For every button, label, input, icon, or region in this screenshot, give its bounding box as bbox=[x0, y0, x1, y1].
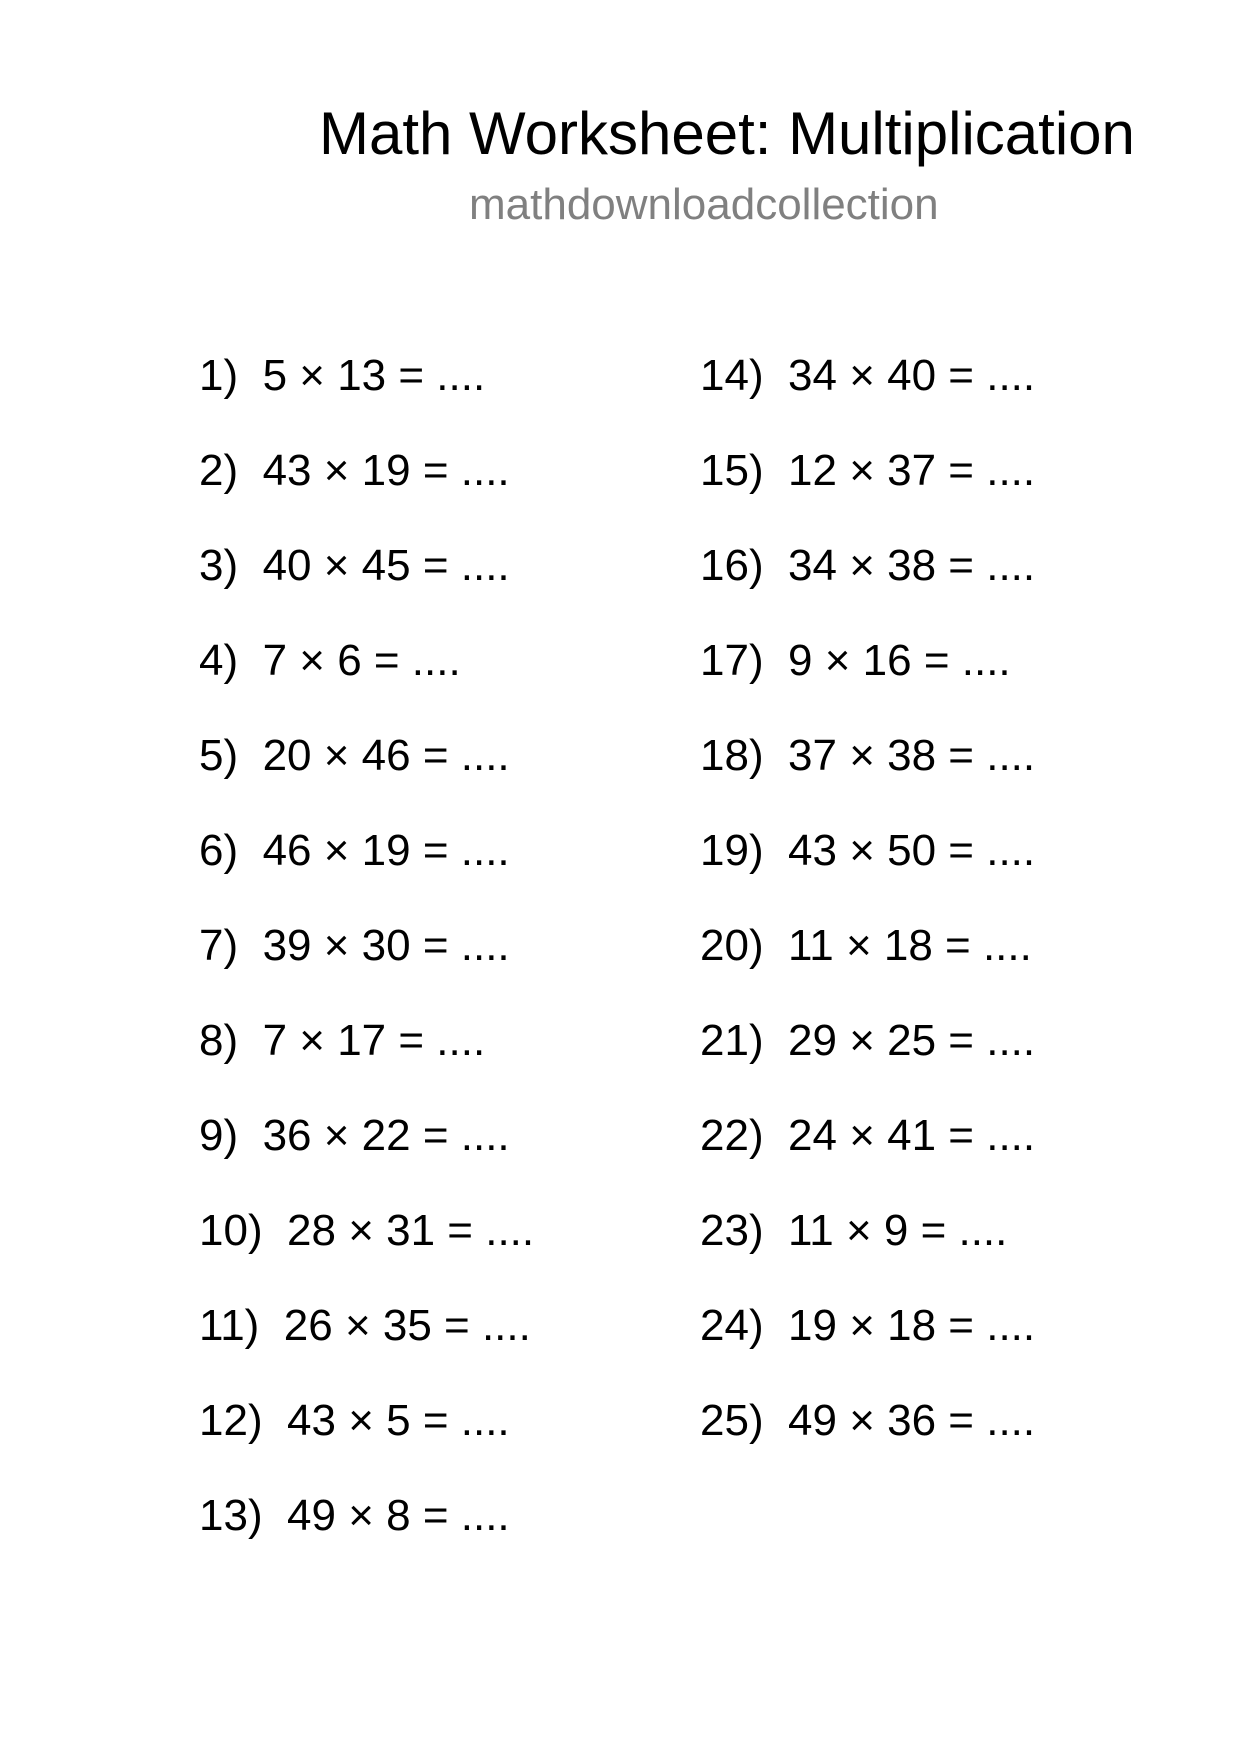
problem-expression: 39 × 30 = .... bbox=[262, 921, 510, 970]
problem-number: 18) bbox=[700, 731, 764, 780]
problem-expression: 29 × 25 = .... bbox=[788, 1016, 1036, 1065]
problem-expression: 24 × 41 = .... bbox=[788, 1111, 1036, 1160]
problem-number: 21) bbox=[700, 1016, 764, 1065]
problem-number: 6) bbox=[199, 826, 239, 875]
problem-item bbox=[700, 708, 1035, 803]
problem-number: 17) bbox=[700, 636, 764, 685]
problem-number: 11) bbox=[199, 1301, 260, 1350]
problem-expression: 7 × 17 = .... bbox=[262, 1016, 486, 1065]
problem-expression: 34 × 38 = .... bbox=[788, 541, 1036, 590]
problem-expression: 26 × 35 = .... bbox=[283, 1301, 531, 1350]
problem-item bbox=[199, 1373, 534, 1468]
problem-item bbox=[700, 898, 1035, 993]
problem-item bbox=[199, 1088, 534, 1183]
problem-number: 20) bbox=[700, 921, 764, 970]
problem-item bbox=[700, 1373, 1035, 1468]
problem-number: 3) bbox=[199, 541, 239, 590]
problem-item bbox=[199, 1278, 534, 1373]
problem-item bbox=[199, 423, 534, 518]
problem-number: 2) bbox=[199, 446, 239, 495]
problem-item bbox=[700, 1088, 1035, 1183]
problem-expression: 43 × 50 = .... bbox=[788, 826, 1036, 875]
problem-item bbox=[199, 518, 534, 613]
problem-expression: 11 × 9 = .... bbox=[788, 1206, 1008, 1255]
problem-expression: 20 × 46 = .... bbox=[262, 731, 510, 780]
problem-expression: 12 × 37 = .... bbox=[788, 446, 1036, 495]
problem-expression: 37 × 38 = .... bbox=[788, 731, 1036, 780]
problem-number: 16) bbox=[700, 541, 764, 590]
problem-item bbox=[700, 993, 1035, 1088]
problem-expression: 43 × 5 = .... bbox=[287, 1396, 510, 1445]
problem-item bbox=[199, 1468, 534, 1563]
problem-list-left bbox=[199, 328, 534, 1563]
problem-number: 23) bbox=[700, 1206, 764, 1255]
problem-item bbox=[199, 708, 534, 803]
problem-expression: 9 × 16 = .... bbox=[788, 636, 1011, 685]
problem-expression: 28 × 31 = .... bbox=[287, 1206, 535, 1255]
problem-list-right bbox=[700, 328, 1035, 1468]
problem-number: 24) bbox=[700, 1301, 764, 1350]
problem-expression: 46 × 19 = .... bbox=[262, 826, 510, 875]
problem-number: 9) bbox=[199, 1111, 239, 1160]
problem-number: 12) bbox=[199, 1396, 263, 1445]
problem-item bbox=[700, 1278, 1035, 1373]
problem-number: 19) bbox=[700, 826, 764, 875]
problem-number: 7) bbox=[199, 921, 239, 970]
problem-number: 14) bbox=[700, 351, 764, 400]
problem-number: 25) bbox=[700, 1396, 764, 1445]
problem-number: 8) bbox=[199, 1016, 239, 1065]
problem-item bbox=[199, 898, 534, 993]
problem-item bbox=[700, 518, 1035, 613]
problem-item bbox=[199, 613, 534, 708]
problem-expression: 11 × 18 = .... bbox=[788, 921, 1032, 970]
problem-expression: 43 × 19 = .... bbox=[262, 446, 510, 495]
worksheet-subtitle: mathdownloadcollection bbox=[469, 180, 939, 229]
problem-number: 22) bbox=[700, 1111, 764, 1160]
problem-number: 4) bbox=[199, 636, 239, 685]
problem-expression: 5 × 13 = .... bbox=[262, 351, 486, 400]
problem-expression: 7 × 6 = .... bbox=[262, 636, 461, 685]
problem-item bbox=[700, 1183, 1035, 1278]
problem-item bbox=[700, 328, 1035, 423]
problem-expression: 19 × 18 = .... bbox=[788, 1301, 1036, 1350]
problem-expression: 36 × 22 = .... bbox=[262, 1111, 510, 1160]
worksheet-title: Math Worksheet: Multiplication bbox=[319, 100, 1135, 167]
problem-expression: 34 × 40 = .... bbox=[788, 351, 1036, 400]
problem-item bbox=[199, 803, 534, 898]
problem-item bbox=[700, 803, 1035, 898]
problem-number: 15) bbox=[700, 446, 764, 495]
problem-item bbox=[199, 1183, 534, 1278]
problem-expression: 49 × 8 = .... bbox=[287, 1491, 510, 1540]
problem-number: 13) bbox=[199, 1491, 263, 1540]
problem-number: 5) bbox=[199, 731, 239, 780]
problem-number: 1) bbox=[199, 351, 239, 400]
problem-item bbox=[700, 423, 1035, 518]
problem-number: 10) bbox=[199, 1206, 263, 1255]
problem-item bbox=[700, 613, 1035, 708]
problem-item bbox=[199, 328, 534, 423]
problem-expression: 40 × 45 = .... bbox=[262, 541, 510, 590]
problem-item bbox=[199, 993, 534, 1088]
problem-expression: 49 × 36 = .... bbox=[788, 1396, 1036, 1445]
